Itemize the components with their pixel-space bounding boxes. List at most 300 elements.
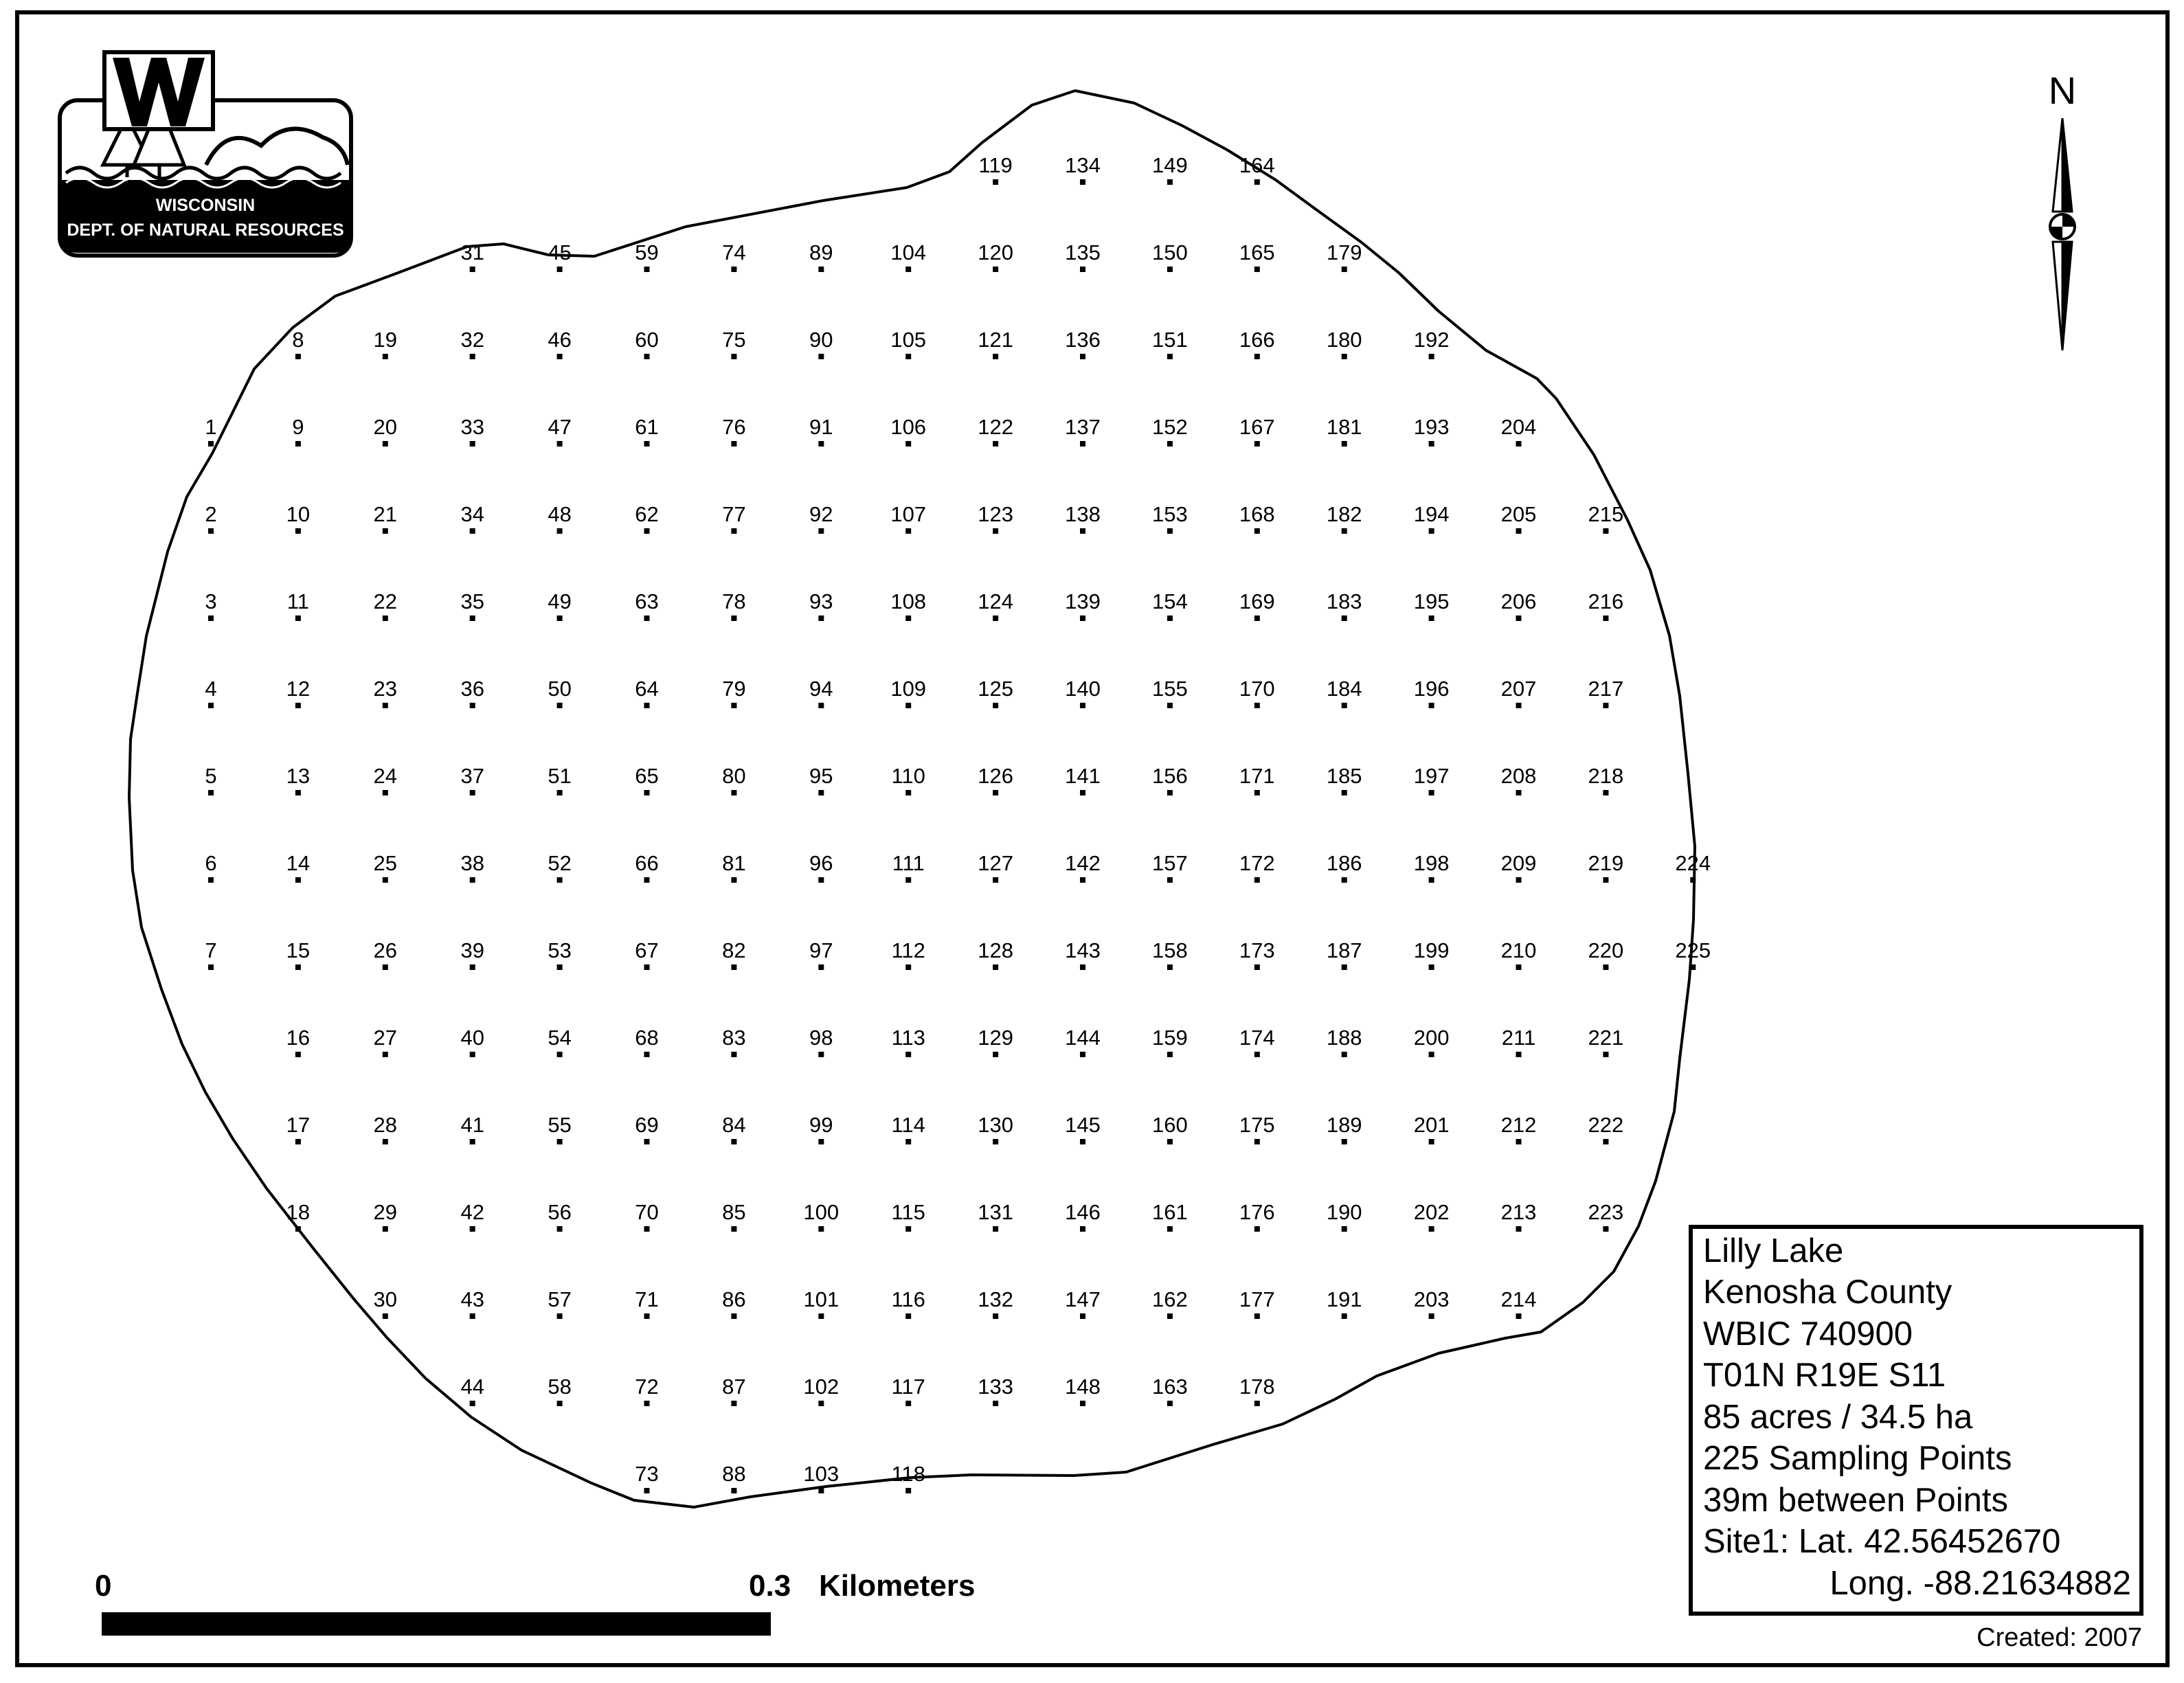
sampling-point-marker <box>557 790 563 795</box>
sampling-point <box>722 1200 745 1232</box>
sampling-point-marker <box>1254 528 1260 534</box>
sampling-point-marker <box>644 703 650 708</box>
sampling-point-label: 184 <box>1326 677 1362 701</box>
sampling-point-label: 199 <box>1413 938 1450 962</box>
sampling-point-marker <box>644 964 650 970</box>
sampling-point-label: 69 <box>635 1113 659 1137</box>
sampling-point <box>1588 677 1624 708</box>
sampling-point <box>635 1375 658 1406</box>
sampling-point-marker <box>1167 1313 1173 1319</box>
sampling-point-label: 50 <box>548 677 572 701</box>
sampling-point <box>1239 1200 1275 1232</box>
sampling-point <box>286 1026 310 1057</box>
sampling-point-label: 17 <box>286 1113 311 1137</box>
sampling-point <box>1414 764 1450 795</box>
sampling-point <box>1152 1200 1188 1232</box>
sampling-point-label: 55 <box>548 1113 572 1137</box>
sampling-point <box>286 1113 310 1144</box>
sampling-point-label: 26 <box>373 938 398 962</box>
sampling-point <box>635 677 658 708</box>
sampling-point-marker <box>993 1139 998 1144</box>
sampling-point-marker <box>818 877 824 883</box>
sampling-point-label: 166 <box>1239 328 1275 352</box>
sampling-point <box>635 1026 658 1057</box>
sampling-point <box>1327 1113 1362 1144</box>
sampling-point-marker <box>644 1488 650 1493</box>
sampling-point-marker <box>818 1139 824 1144</box>
sampling-point-label: 6 <box>205 851 217 875</box>
sampling-point-marker <box>1080 354 1085 359</box>
sampling-point <box>1588 851 1624 883</box>
sampling-point-label: 191 <box>1326 1287 1362 1311</box>
sampling-point <box>1588 1113 1624 1144</box>
sampling-point-marker <box>1603 1226 1608 1232</box>
sampling-point-label: 215 <box>1588 502 1624 526</box>
sampling-point <box>1152 764 1188 795</box>
sampling-point <box>287 589 309 621</box>
sampling-point-label: 88 <box>722 1462 746 1486</box>
sampling-point-label: 210 <box>1500 938 1537 962</box>
sampling-point-marker <box>557 267 563 272</box>
sampling-point-label: 126 <box>978 764 1013 788</box>
sampling-point <box>374 589 397 621</box>
sampling-point-marker <box>1167 1226 1173 1232</box>
sampling-point-marker <box>905 703 911 708</box>
sampling-point <box>978 764 1013 795</box>
sampling-point-label: 213 <box>1500 1200 1537 1224</box>
sampling-point-marker <box>1254 179 1260 185</box>
sampling-point <box>205 415 216 447</box>
sampling-point-label: 158 <box>1152 938 1188 962</box>
sampling-point <box>460 938 484 970</box>
sampling-point-marker <box>905 877 911 883</box>
sampling-point <box>891 938 925 970</box>
sampling-point-label: 86 <box>722 1287 746 1311</box>
scale-start-label: 0 <box>95 1569 112 1603</box>
sampling-point-label: 145 <box>1065 1113 1101 1137</box>
sampling-point-marker <box>1429 790 1434 795</box>
sampling-point <box>978 502 1013 534</box>
sampling-point-label: 181 <box>1326 415 1362 439</box>
sampling-point <box>1152 938 1188 970</box>
sampling-point <box>1414 1200 1450 1232</box>
sampling-point-marker <box>470 267 475 272</box>
sampling-point-marker <box>1254 1052 1260 1057</box>
sampling-point-marker <box>295 1052 301 1057</box>
sampling-point-label: 85 <box>722 1200 746 1224</box>
sampling-point-marker <box>1342 790 1347 795</box>
sampling-point-label: 165 <box>1239 240 1275 264</box>
sampling-point-label: 222 <box>1588 1113 1624 1137</box>
sampling-point-marker <box>1167 615 1173 621</box>
sampling-point-marker <box>731 877 736 883</box>
sampling-point <box>1065 153 1101 185</box>
sampling-point-marker <box>731 267 736 272</box>
sampling-point-marker <box>1603 1139 1608 1144</box>
sampling-point-marker <box>383 1052 388 1057</box>
sampling-point-label: 139 <box>1065 589 1101 613</box>
scale-unit-label: Kilometers <box>819 1569 976 1603</box>
sampling-point-label: 70 <box>635 1200 659 1224</box>
sampling-point-label: 217 <box>1588 677 1624 701</box>
sampling-point-marker <box>731 1052 736 1057</box>
sampling-point <box>1239 764 1275 795</box>
sampling-point-label: 42 <box>460 1200 484 1224</box>
sampling-point-marker <box>1254 877 1260 883</box>
sampling-point-label: 108 <box>890 589 927 613</box>
sampling-point-marker <box>1080 790 1085 795</box>
sampling-point-label: 130 <box>978 1113 1013 1137</box>
sampling-point <box>1239 851 1275 883</box>
sampling-point-marker <box>1429 354 1434 359</box>
sampling-point <box>460 1026 484 1057</box>
sampling-point-label: 200 <box>1413 1026 1450 1050</box>
sampling-point-label: 225 <box>1675 938 1711 962</box>
sampling-point-marker <box>1429 877 1434 883</box>
sampling-point-label: 43 <box>460 1287 484 1311</box>
info-trs: T01N R19E S11 <box>1703 1357 1946 1394</box>
sampling-point <box>1327 1200 1362 1232</box>
sampling-point <box>892 851 925 883</box>
sampling-point <box>374 1026 397 1057</box>
sampling-point-marker <box>818 1401 824 1406</box>
sampling-point-label: 151 <box>1152 328 1188 352</box>
sampling-point-marker <box>993 528 998 534</box>
sampling-point-label: 23 <box>373 677 398 701</box>
sampling-point-label: 195 <box>1413 589 1450 613</box>
sampling-point-label: 39 <box>460 938 484 962</box>
sampling-point-label: 89 <box>809 240 833 264</box>
sampling-point-label: 92 <box>809 502 833 526</box>
sampling-point-label: 196 <box>1413 677 1450 701</box>
sampling-point-marker <box>1516 790 1522 795</box>
sampling-point <box>1501 1113 1537 1144</box>
sampling-point <box>460 589 484 621</box>
sampling-point-label: 209 <box>1500 851 1537 875</box>
sampling-point-marker <box>1603 1052 1608 1057</box>
sampling-point-label: 4 <box>205 677 217 701</box>
sampling-point-label: 172 <box>1239 851 1275 875</box>
sampling-point-label: 77 <box>722 502 746 526</box>
sampling-point-marker <box>1516 1052 1522 1057</box>
sampling-point <box>460 764 484 795</box>
sampling-point-label: 100 <box>803 1200 840 1224</box>
sampling-point-marker <box>1080 1401 1085 1406</box>
sampling-point <box>635 328 658 359</box>
sampling-point <box>809 938 833 970</box>
sampling-point-label: 49 <box>548 589 572 613</box>
sampling-point <box>374 1287 397 1319</box>
sampling-point-marker <box>644 528 650 534</box>
sampling-point-marker <box>1254 1313 1260 1319</box>
sampling-point-marker <box>993 1226 998 1232</box>
sampling-point <box>1065 589 1101 621</box>
sampling-point-label: 173 <box>1239 938 1275 962</box>
sampling-point <box>1501 589 1537 621</box>
sampling-point <box>1152 1287 1188 1319</box>
sampling-point-label: 142 <box>1065 851 1101 875</box>
sampling-point <box>374 677 397 708</box>
sampling-point <box>1065 240 1101 272</box>
sampling-point <box>635 589 658 621</box>
sampling-point <box>978 677 1013 708</box>
sampling-point-label: 38 <box>460 851 484 875</box>
sampling-point-label: 101 <box>803 1287 840 1311</box>
sampling-point <box>809 764 833 795</box>
sampling-point-marker <box>383 441 388 447</box>
sampling-point <box>891 1462 925 1493</box>
sampling-point-marker <box>470 1139 475 1144</box>
sampling-point-label: 216 <box>1588 589 1624 613</box>
sampling-point-marker <box>557 354 563 359</box>
sampling-point-label: 3 <box>205 589 217 613</box>
sampling-point-marker <box>1254 267 1260 272</box>
sampling-point <box>1501 502 1537 534</box>
sampling-point <box>374 764 397 795</box>
sampling-point-label: 185 <box>1326 764 1362 788</box>
sampling-point-label: 156 <box>1152 764 1188 788</box>
sampling-point <box>1239 1375 1275 1406</box>
sampling-point-label: 224 <box>1675 851 1711 875</box>
sampling-point <box>1327 764 1362 795</box>
sampling-point-label: 114 <box>891 1113 925 1137</box>
sampling-point-marker <box>818 267 824 272</box>
sampling-point-marker <box>905 1313 911 1319</box>
sampling-point <box>460 240 484 272</box>
sampling-point-marker <box>993 441 998 447</box>
sampling-point-marker <box>1080 1052 1085 1057</box>
sampling-point <box>978 415 1013 447</box>
sampling-point-marker <box>1167 1139 1173 1144</box>
sampling-point <box>548 1287 571 1319</box>
sampling-point <box>374 851 397 883</box>
sampling-point-label: 68 <box>635 1026 659 1050</box>
sampling-point-label: 35 <box>460 589 484 613</box>
sampling-point-label: 119 <box>978 153 1013 177</box>
sampling-point-label: 205 <box>1500 502 1537 526</box>
sampling-point-marker <box>1342 354 1347 359</box>
sampling-point <box>722 677 745 708</box>
sampling-point-marker <box>1167 441 1173 447</box>
sampling-point <box>1065 677 1101 708</box>
sampling-point <box>1065 1200 1101 1232</box>
sampling-point <box>809 240 833 272</box>
sampling-point <box>460 1113 484 1144</box>
sampling-point-marker <box>470 441 475 447</box>
sampling-point-label: 102 <box>803 1375 840 1399</box>
sampling-point-label: 75 <box>722 328 746 352</box>
sampling-point <box>1327 938 1362 970</box>
sampling-point <box>460 328 484 359</box>
sampling-point-label: 125 <box>978 677 1013 701</box>
sampling-point-marker <box>470 528 475 534</box>
sampling-point-label: 60 <box>635 328 659 352</box>
sampling-point-label: 59 <box>635 240 659 264</box>
sampling-point-marker <box>383 1226 388 1232</box>
sampling-point <box>978 240 1013 272</box>
sampling-point-label: 208 <box>1500 764 1537 788</box>
sampling-point-marker <box>644 1401 650 1406</box>
sampling-point <box>1239 1113 1275 1144</box>
sampling-point <box>722 764 745 795</box>
sampling-point-marker <box>818 1488 824 1493</box>
sampling-point-label: 144 <box>1065 1026 1101 1050</box>
sampling-point-label: 15 <box>286 938 311 962</box>
sampling-point-marker <box>1429 703 1434 708</box>
sampling-point-marker <box>295 703 301 708</box>
sampling-point-marker <box>470 703 475 708</box>
sampling-point <box>803 1200 839 1232</box>
sampling-point-marker <box>1690 877 1696 883</box>
sampling-point-label: 27 <box>373 1026 398 1050</box>
sampling-point-marker <box>1254 354 1260 359</box>
sampling-point-label: 193 <box>1413 415 1450 439</box>
sampling-point-marker <box>731 1401 736 1406</box>
sampling-point <box>374 502 397 534</box>
sampling-point-label: 150 <box>1152 240 1188 264</box>
info-lake-name: Lilly Lake <box>1703 1232 1844 1269</box>
sampling-point <box>374 415 397 447</box>
sampling-point <box>205 677 216 708</box>
sampling-point-marker <box>1516 1139 1522 1144</box>
sampling-point-label: 140 <box>1065 677 1101 701</box>
sampling-point <box>722 938 745 970</box>
sampling-point <box>548 328 571 359</box>
sampling-point <box>1065 851 1101 883</box>
sampling-point <box>1414 589 1450 621</box>
sampling-point <box>1065 1113 1101 1144</box>
sampling-point-label: 204 <box>1500 415 1537 439</box>
info-county: Kenosha County <box>1703 1274 1952 1311</box>
sampling-point-label: 202 <box>1413 1200 1450 1224</box>
sampling-point-label: 128 <box>978 938 1013 962</box>
sampling-point-label: 161 <box>1152 1200 1188 1224</box>
sampling-point-label: 183 <box>1326 589 1362 613</box>
created-note: Created: 2007 <box>1977 1623 2142 1652</box>
sampling-point-label: 8 <box>292 328 304 352</box>
sampling-point-label: 171 <box>1239 764 1275 788</box>
sampling-point <box>722 502 745 534</box>
sampling-point-label: 179 <box>1326 240 1362 264</box>
sampling-point-marker <box>818 354 824 359</box>
sampling-point-marker <box>1080 267 1085 272</box>
info-area: 85 acres / 34.5 ha <box>1703 1399 1973 1436</box>
sampling-point-label: 40 <box>460 1026 484 1050</box>
sampling-point <box>1414 415 1450 447</box>
sampling-point <box>1501 415 1537 447</box>
sampling-point-label: 98 <box>809 1026 833 1050</box>
sampling-point-marker <box>1080 1226 1085 1232</box>
logo-band <box>62 180 349 253</box>
sampling-point-label: 149 <box>1152 153 1188 177</box>
sampling-point <box>722 240 745 272</box>
sampling-point-marker <box>731 615 736 621</box>
sampling-point <box>1239 589 1275 621</box>
sampling-point-label: 157 <box>1152 851 1188 875</box>
sampling-point <box>205 589 216 621</box>
sampling-point-label: 76 <box>722 415 746 439</box>
sampling-point-label: 121 <box>978 328 1013 352</box>
sampling-point-marker <box>470 1401 475 1406</box>
sampling-point-marker <box>818 1052 824 1057</box>
sampling-point-marker <box>1080 528 1085 534</box>
sampling-point <box>809 851 833 883</box>
sampling-point <box>1501 764 1537 795</box>
sampling-point-marker <box>1516 441 1522 447</box>
sampling-point-marker <box>1690 964 1696 970</box>
sampling-point-label: 212 <box>1500 1113 1537 1137</box>
sampling-point <box>722 1375 745 1406</box>
sampling-point-marker <box>383 1139 388 1144</box>
sampling-point-label: 47 <box>548 415 572 439</box>
sampling-point-marker <box>905 1052 911 1057</box>
sampling-point-marker <box>1080 615 1085 621</box>
sampling-point-label: 112 <box>891 938 925 962</box>
sampling-point-label: 147 <box>1065 1287 1101 1311</box>
sampling-point-marker <box>905 615 911 621</box>
sampling-point <box>1239 1026 1275 1057</box>
sampling-point <box>890 415 926 447</box>
sampling-point-marker <box>1603 790 1608 795</box>
sampling-point-marker <box>1254 615 1260 621</box>
sampling-point-marker <box>644 1313 650 1319</box>
sampling-point-label: 7 <box>205 938 217 962</box>
sampling-point-marker <box>1254 964 1260 970</box>
sampling-point <box>635 1113 658 1144</box>
sampling-point-marker <box>557 441 563 447</box>
sampling-point <box>548 851 571 883</box>
sampling-point-label: 9 <box>292 415 304 439</box>
sampling-point <box>1327 328 1362 359</box>
sampling-point <box>978 1026 1013 1057</box>
sampling-point-marker <box>1080 964 1085 970</box>
sampling-point <box>809 502 833 534</box>
sampling-point-label: 19 <box>373 328 398 352</box>
sampling-point-label: 64 <box>635 677 659 701</box>
sampling-point <box>635 938 658 970</box>
sampling-point-label: 106 <box>890 415 927 439</box>
sampling-point-marker <box>993 964 998 970</box>
sampling-point <box>460 415 484 447</box>
sampling-point-label: 29 <box>373 1200 398 1224</box>
sampling-point-label: 56 <box>548 1200 572 1224</box>
sampling-point <box>809 415 833 447</box>
sampling-point <box>286 677 310 708</box>
sampling-point <box>635 1287 658 1319</box>
sampling-point-marker <box>1167 179 1173 185</box>
sampling-point <box>460 851 484 883</box>
sampling-point-marker <box>731 964 736 970</box>
sampling-point-label: 45 <box>548 240 572 264</box>
sampling-point-label: 73 <box>635 1462 659 1486</box>
sampling-point <box>978 589 1013 621</box>
info-longitude: Long. -88.21634882 <box>1830 1565 2131 1602</box>
info-box <box>1691 1227 2141 1614</box>
sampling-point <box>722 851 745 883</box>
sampling-point-marker <box>1516 964 1522 970</box>
sampling-point <box>1501 851 1537 883</box>
sampling-point-marker <box>905 1226 911 1232</box>
sampling-point-label: 177 <box>1239 1287 1275 1311</box>
sampling-point <box>1588 764 1624 795</box>
sampling-point-marker <box>208 964 214 970</box>
sampling-point-label: 22 <box>373 589 398 613</box>
sampling-point-marker <box>470 1226 475 1232</box>
sampling-point-marker <box>1516 615 1522 621</box>
sampling-point-marker <box>1254 1139 1260 1144</box>
sampling-point <box>548 1113 571 1144</box>
sampling-point-marker <box>1603 877 1608 883</box>
